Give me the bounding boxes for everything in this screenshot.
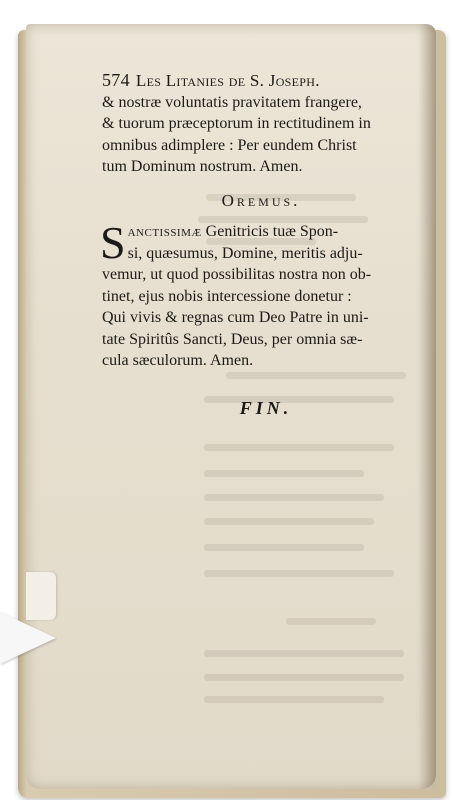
text-line: omnibus adimplere : Per eundem Christ bbox=[102, 136, 357, 154]
page-curve-shadow bbox=[418, 24, 436, 789]
finger-holding-page bbox=[0, 612, 56, 664]
text-line: vemur, ut quod possibilitas nostra non ob- bbox=[102, 266, 372, 283]
text-line-rest: Genitricis tuæ Spon- bbox=[205, 223, 339, 240]
text-line bbox=[102, 221, 420, 243]
text-line: & nostræ voluntatis pravitatem frangere, bbox=[102, 93, 362, 111]
running-title: Les Litanies de S. Joseph. bbox=[135, 71, 320, 90]
page-number: 574 bbox=[102, 70, 130, 90]
oremus-heading: Oremus. bbox=[221, 190, 301, 210]
text-line: & tuorum præceptorum in rectitudinem in bbox=[102, 115, 371, 132]
page-text bbox=[102, 70, 420, 419]
text-line: tate Spiritûs Sancti, Deus, per omnia sæ- bbox=[102, 330, 363, 348]
first-word: anctissimæ bbox=[127, 223, 202, 240]
text-line: Qui vivis & regnas cum Deo Patre in uni- bbox=[102, 309, 369, 326]
drop-cap: S bbox=[100, 217, 126, 268]
text-line: tum Dominum nostrum. Amen. bbox=[102, 158, 303, 175]
end-word: FIN. bbox=[239, 397, 293, 418]
text-line: si, quæsumus, Domine, meritis adju- bbox=[127, 244, 363, 262]
text-line: tinet, ejus nobis intercessione donetur : bbox=[102, 287, 352, 305]
text-line: cula sæculorum. Amen. bbox=[102, 352, 254, 369]
intro-paragraph bbox=[102, 92, 420, 178]
running-header bbox=[102, 70, 420, 92]
prayer-paragraph bbox=[100, 217, 420, 372]
